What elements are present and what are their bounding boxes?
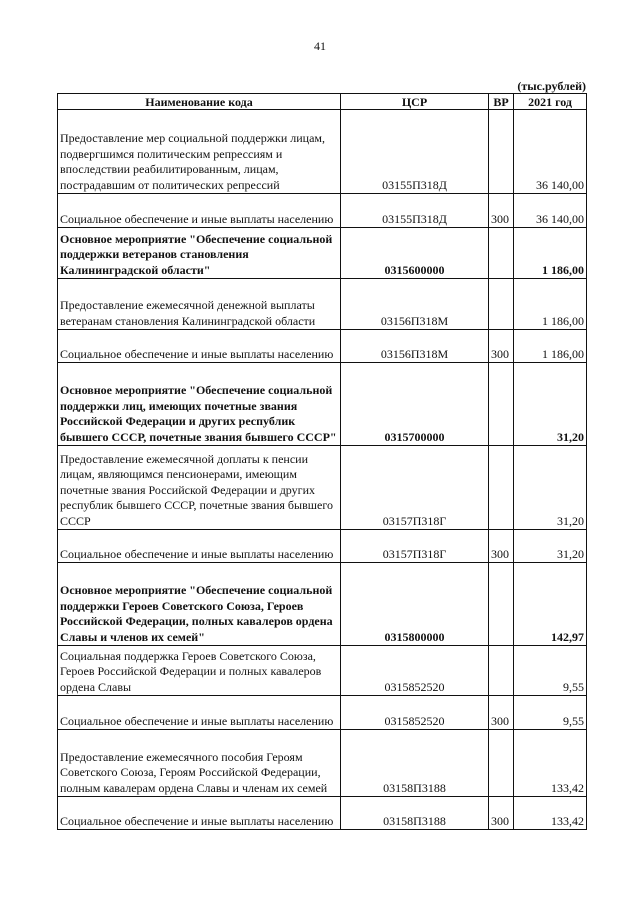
row-name-cell: Социальная поддержка Героев Советского Союза, Героев Российской Федерации и полных кавалеров ордена Славы <box>58 646 341 696</box>
row-amount-cell: 1 186,00 <box>514 228 587 279</box>
row-csr-cell: 0315852520 <box>341 646 489 696</box>
table-row <box>58 279 587 330</box>
row-vr-cell: 300 <box>489 696 514 730</box>
row-vr-cell <box>489 730 514 797</box>
row-name-cell: Основное мероприятие "Обеспечение социальной поддержки лиц, имеющих почетные звания Российской Федерации и других республик бывшего СССР, почетные звания бывшего СССР" <box>58 363 341 446</box>
row-csr-cell: 0315600000 <box>341 228 489 279</box>
row-csr-cell: 0315800000 <box>341 563 489 646</box>
row-vr-cell <box>489 446 514 530</box>
row-csr-cell: 03157П318Г <box>341 530 489 563</box>
table-row <box>58 330 587 363</box>
row-name-cell: Предоставление ежемесячной денежной выплаты ветеранам становления Калининградской области <box>58 279 341 330</box>
header-name: Наименование кода <box>58 94 341 110</box>
row-name-cell: Социальное обеспечение и иные выплаты населению <box>58 797 341 830</box>
row-csr-cell: 03155П318Д <box>341 194 489 228</box>
row-name-cell: Основное мероприятие "Обеспечение социальной поддержки ветеранов становления Калининградской области" <box>58 228 341 279</box>
header-vr: ВР <box>489 94 514 110</box>
header-csr: ЦСР <box>341 94 489 110</box>
row-csr-cell: 0315700000 <box>341 363 489 446</box>
table-row <box>58 194 587 228</box>
row-name-cell: Социальное обеспечение и иные выплаты населению <box>58 530 341 563</box>
row-csr-cell: 0315852520 <box>341 696 489 730</box>
row-name-cell: Социальное обеспечение и иные выплаты населению <box>58 696 341 730</box>
row-amount-cell: 9,55 <box>514 646 587 696</box>
row-amount-cell: 36 140,00 <box>514 110 587 194</box>
row-amount-cell: 9,55 <box>514 696 587 730</box>
row-name-cell: Социальное обеспечение и иные выплаты населению <box>58 330 341 363</box>
table-body <box>58 110 587 830</box>
row-vr-cell: 300 <box>489 797 514 830</box>
row-name-cell: Предоставление ежемесячного пособия Героям Советского Союза, Героям Российской Федерации, полным кавалерам ордена Славы и членам их семей <box>58 730 341 797</box>
row-amount-cell: 31,20 <box>514 530 587 563</box>
row-csr-cell: 03158П3188 <box>341 797 489 830</box>
row-amount-cell: 1 186,00 <box>514 279 587 330</box>
row-vr-cell: 300 <box>489 194 514 228</box>
table-row <box>58 530 587 563</box>
table-row <box>58 228 587 279</box>
row-name-cell: Социальное обеспечение и иные выплаты населению <box>58 194 341 228</box>
row-name-cell: Основное мероприятие "Обеспечение социальной поддержки Героев Советского Союза, Героев Российской Федерации, полных кавалеров ордена Славы и членов их семей" <box>58 563 341 646</box>
row-vr-cell <box>489 563 514 646</box>
row-vr-cell: 300 <box>489 530 514 563</box>
budget-table <box>57 93 587 830</box>
table-row <box>58 363 587 446</box>
units-label: (тыс.рублей) <box>517 79 586 93</box>
row-vr-cell <box>489 646 514 696</box>
row-vr-cell <box>489 363 514 446</box>
row-name-cell: Предоставление ежемесячной доплаты к пенсии лицам, являющимся пенсионерами, имеющим почетные звания Российской Федерации и других республик бывшего СССР, почетные звания бывшего СССР <box>58 446 341 530</box>
table-row <box>58 730 587 797</box>
row-name-cell: Предоставление мер социальной поддержки лицам, подвергшимся политическим репрессиям и впоследствии реабилитированным, лицам, пострадавшим от политических репрессий <box>58 110 341 194</box>
row-csr-cell: 03156П318М <box>341 330 489 363</box>
page-number: 41 <box>314 39 326 53</box>
row-csr-cell: 03158П3188 <box>341 730 489 797</box>
row-amount-cell: 133,42 <box>514 797 587 830</box>
row-csr-cell: 03156П318М <box>341 279 489 330</box>
row-vr-cell <box>489 110 514 194</box>
table-row <box>58 563 587 646</box>
table-row <box>58 110 587 194</box>
table-row <box>58 646 587 696</box>
header-year: 2021 год <box>514 94 587 110</box>
table-row <box>58 797 587 830</box>
row-amount-cell: 142,97 <box>514 563 587 646</box>
row-csr-cell: 03155П318Д <box>341 110 489 194</box>
table-header-row <box>58 94 587 110</box>
row-amount-cell: 1 186,00 <box>514 330 587 363</box>
table-row <box>58 446 587 530</box>
row-csr-cell: 03157П318Г <box>341 446 489 530</box>
row-vr-cell: 300 <box>489 330 514 363</box>
row-vr-cell <box>489 228 514 279</box>
table-row <box>58 696 587 730</box>
row-amount-cell: 31,20 <box>514 446 587 530</box>
row-amount-cell: 36 140,00 <box>514 194 587 228</box>
row-amount-cell: 133,42 <box>514 730 587 797</box>
row-amount-cell: 31,20 <box>514 363 587 446</box>
row-vr-cell <box>489 279 514 330</box>
